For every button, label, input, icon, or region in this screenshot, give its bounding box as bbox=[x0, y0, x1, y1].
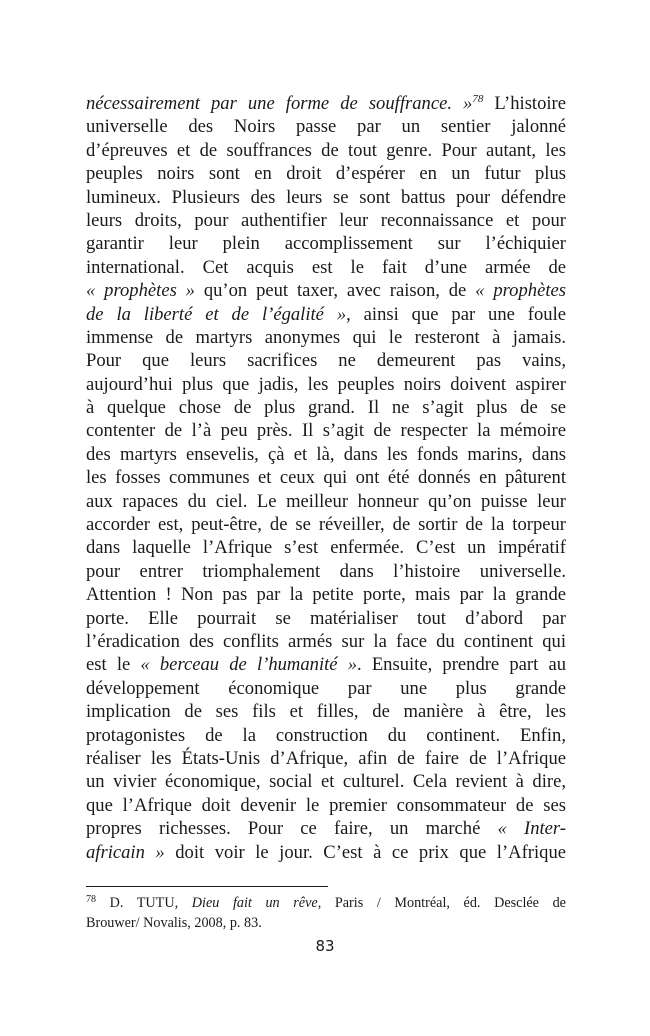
text-line bbox=[86, 607, 566, 630]
text-line bbox=[86, 419, 566, 442]
page-number: 83 bbox=[315, 937, 335, 955]
text-line bbox=[86, 139, 566, 162]
italic-text: « berceau de l’humanité » bbox=[140, 654, 357, 676]
text-line bbox=[86, 817, 566, 840]
text-line bbox=[86, 536, 566, 559]
text-run: , Paris / Montréal, éd. Desclée de bbox=[317, 895, 566, 911]
text-run: D. TUTU, bbox=[96, 895, 192, 911]
text-line bbox=[86, 513, 566, 536]
text-run: développement économique par une plus grande bbox=[86, 677, 566, 699]
text-run: garantir leur plein accomplissement sur l’échiquier bbox=[86, 233, 566, 255]
text-run: contenter de l’à peu près. Il s’agit de respecter la mémoire bbox=[86, 420, 566, 442]
text-run: un vivier économique, social et culturel. Cela revient à dire, bbox=[86, 771, 566, 793]
italic-text: africain » bbox=[86, 841, 165, 863]
text-line bbox=[86, 232, 566, 255]
text-line bbox=[86, 490, 566, 513]
italic-text: de la liberté et de l’égalité » bbox=[86, 303, 347, 325]
text-line bbox=[86, 303, 566, 326]
text-run: à quelque chose de plus grand. Il ne s’agit plus de se bbox=[86, 397, 566, 419]
text-run: leurs droits, pour authentifier leur reconnaissance et pour bbox=[86, 209, 566, 231]
text-run: peuples noirs sont en droit d’espérer en un futur plus bbox=[86, 163, 566, 185]
text-run: qu’on peut taxer, avec raison, de bbox=[194, 280, 476, 302]
text-run: les fosses communes et ceux qui ont été donnés en pâturent bbox=[86, 467, 566, 489]
text-line bbox=[86, 677, 566, 700]
footnote-line bbox=[86, 913, 566, 933]
text-line bbox=[86, 349, 566, 372]
text-line bbox=[86, 443, 566, 466]
text-line bbox=[86, 583, 566, 606]
text-line bbox=[86, 747, 566, 770]
text-line bbox=[86, 279, 566, 302]
text-line bbox=[86, 326, 566, 349]
footnote-ref: 78 bbox=[472, 93, 484, 105]
text-run: aux rapaces du ciel. Le meilleur honneur qu’on puisse leur bbox=[86, 490, 566, 512]
text-run: l’éradication des conflits armés sur la face du continent qui bbox=[86, 630, 566, 652]
text-run: Attention ! Non pas par la petite porte, mais par la grande bbox=[86, 584, 566, 606]
text-run: lumineux. Plusieurs des leurs se sont battus pour défendre bbox=[86, 186, 566, 208]
text-line bbox=[86, 396, 566, 419]
text-run: porte. Elle pourrait se matérialiser tout d’abord par bbox=[86, 607, 566, 629]
text-run: L’histoire bbox=[483, 93, 566, 114]
text-run: international. Cet acquis est le fait d’une armée de bbox=[86, 256, 566, 278]
text-run: protagonistes de la construction du continent. Enfin, bbox=[86, 724, 566, 746]
text-line bbox=[86, 186, 566, 209]
footnote-number: 78 bbox=[86, 894, 96, 905]
footnote-separator bbox=[86, 886, 328, 887]
text-run: , ainsi que par une foule bbox=[346, 303, 566, 325]
text-run: doit voir le jour. C’est à ce prix que l’Afrique bbox=[164, 841, 566, 863]
text-line bbox=[86, 794, 566, 817]
text-line bbox=[86, 653, 566, 676]
text-run: que l’Afrique doit devenir le premier consommateur de ses bbox=[86, 794, 566, 816]
text-line bbox=[86, 162, 566, 185]
text-run: Brouwer/ Novalis, 2008, p. 83. bbox=[86, 915, 262, 931]
text-line bbox=[86, 115, 566, 138]
text-run: pour entrer triomphalement dans l’histoire universelle. bbox=[86, 560, 566, 582]
italic-text: « prophètes » bbox=[86, 280, 195, 302]
text-line bbox=[86, 841, 566, 864]
text-line bbox=[86, 560, 566, 583]
body-text bbox=[86, 92, 566, 864]
italic-text: « Inter- bbox=[497, 818, 566, 840]
text-line bbox=[86, 770, 566, 793]
text-run: d’épreuves et de souffrances de tout genre. Pour autant, les bbox=[86, 139, 566, 161]
italic-text: « prophètes bbox=[475, 280, 566, 302]
text-line bbox=[86, 700, 566, 723]
text-run: aujourd’hui plus que jadis, les peuples noirs doivent aspirer bbox=[86, 373, 566, 395]
text-line bbox=[86, 466, 566, 489]
text-run: immense de martyrs anonymes qui le resteront à jamais. bbox=[86, 326, 566, 348]
text-line bbox=[86, 92, 566, 115]
text-run: propres richesses. Pour ce faire, un marché bbox=[86, 818, 498, 840]
footnote-line bbox=[86, 893, 566, 913]
text-run: dans laquelle l’Afrique s’est enfermée. C’est un impératif bbox=[86, 537, 566, 559]
footnote bbox=[86, 893, 566, 933]
text-line bbox=[86, 373, 566, 396]
italic-text: Dieu fait un rêve bbox=[191, 895, 318, 911]
italic-text: nécessairement par une forme de souffrance. » bbox=[86, 93, 473, 114]
text-run: est le bbox=[86, 654, 141, 676]
text-run: réaliser les États-Unis d’Afrique, afin de faire de l’Afrique bbox=[86, 747, 566, 769]
text-line bbox=[86, 630, 566, 653]
text-run: Pour que leurs sacrifices ne demeurent pas vains, bbox=[86, 350, 566, 372]
text-run: universelle des Noirs passe par un sentier jalonné bbox=[86, 116, 566, 138]
text-run: des martyrs ensevelis, çà et là, dans les fonds marins, dans bbox=[86, 443, 566, 465]
text-line bbox=[86, 209, 566, 232]
text-run: accorder est, peut-être, de se réveiller, de sortir de la torpeur bbox=[86, 514, 566, 536]
text-line bbox=[86, 256, 566, 279]
text-run: . Ensuite, prendre part au bbox=[357, 654, 566, 676]
text-run: implication de ses fils et filles, de manière à être, les bbox=[86, 701, 566, 723]
text-line bbox=[86, 724, 566, 747]
